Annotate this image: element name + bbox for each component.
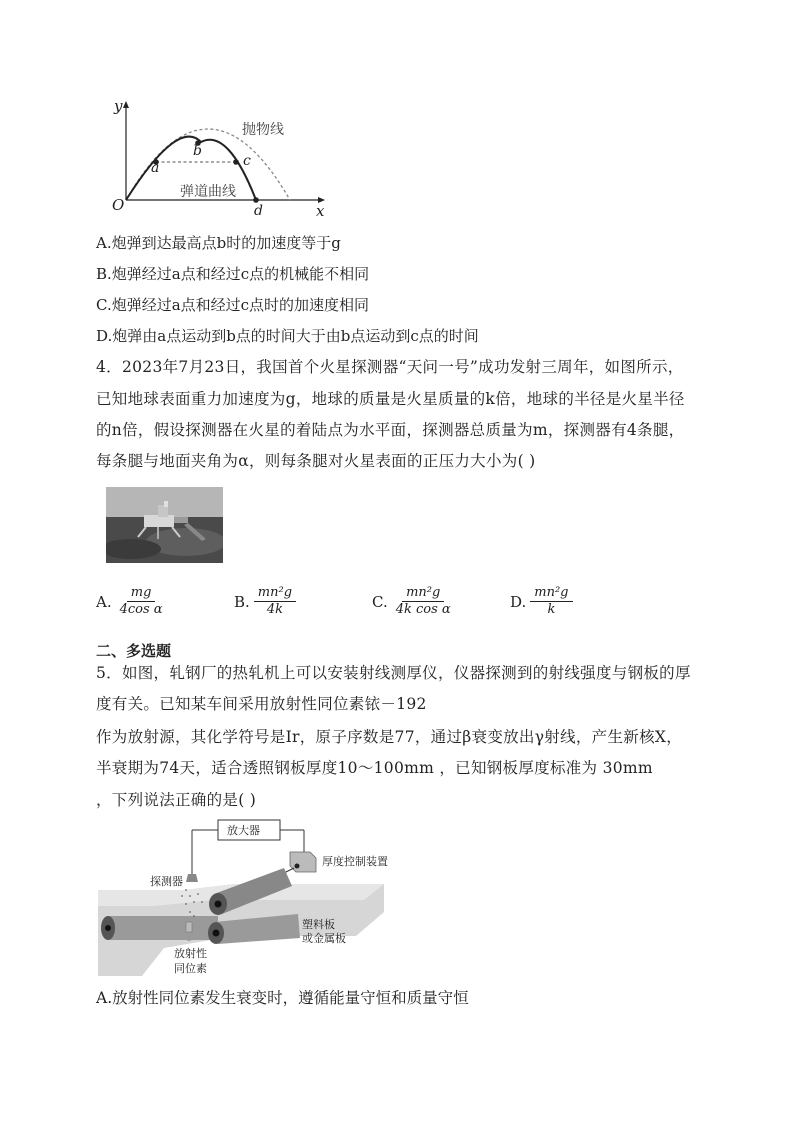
q5-option-a: A.放射性同位素发生衰变时，遵循能量守恒和质量守恒 [96,989,469,1007]
trajectory-figure [108,98,338,224]
plate-label-line1: 塑料板 [302,918,335,931]
q4-option-b-fraction [254,585,296,618]
q4-option-b [234,585,296,618]
point-a-label: a [151,160,160,176]
section-header-multiple-choice: 二、多选题 [96,642,172,660]
q5-text-line1: 5．如图，轧钢厂的热轧机上可以安装射线测厚仪，仪器探测到的射线强度与钢板的厚 [96,664,691,682]
source-label-line2: 同位素 [174,962,207,975]
point-b-label: b [193,143,202,159]
q3-option-a: A.炮弹到达最高点b时的加速度等于g [96,234,341,252]
q4-option-d-fraction [530,585,572,618]
rolling-mill-figure [94,816,404,982]
q4-option-a-numerator: mg [127,585,156,602]
y-axis-label: y [114,97,123,115]
ballistic-label: 弹道曲线 [180,184,236,200]
parabola-label: 抛物线 [242,122,284,138]
q3-option-c: C.炮弹经过a点和经过c点时的加速度相同 [96,296,370,314]
q4-option-c-letter: C. [372,592,388,611]
q4-text-line2: 已知地球表面重力加速度为g，地球的质量是火星质量的k倍，地球的半径是火星半径 [96,390,685,408]
point-c-label: c [243,153,251,169]
q5-text-line2: 度有关。已知某车间采用放射性同位素铱－192 [96,695,427,713]
detector-label: 探测器 [150,875,183,888]
x-axis-label: x [316,202,325,220]
q4-option-c [372,585,455,618]
q4-text-line4: 每条腿与地面夹角为α，则每条腿对火星表面的正压力大小为( ) [96,452,536,470]
point-d-label: d [254,203,263,219]
q4-option-c-numerator: mn²g [402,585,444,602]
q4-option-b-numerator: mn²g [254,585,296,602]
q5-text-line3: 作为放射源，其化学符号是Ir，原子序数是77，通过β衰变放出γ射线，产生新核X， [96,728,683,746]
q4-option-d-denominator: k [547,602,556,617]
q4-option-d-numerator: mn²g [530,585,572,602]
q4-text-line1: 4．2023年7月23日，我国首个火星探测器“天问一号”成功发射三周年，如图所示， [96,358,684,376]
q4-option-b-denominator: 4k [266,602,283,617]
q5-text-line4: 半衰期为74天，适合透照钢板厚度10～100mm ，已知钢板厚度标准为 30mm [96,759,653,777]
q4-option-a [96,585,167,618]
q4-option-c-denominator: 4k cos α [395,602,451,617]
origin-label: O [112,196,125,214]
source-label-line1: 放射性 [174,947,207,960]
q4-option-b-letter: B. [234,592,250,611]
plate-label-line2: 或金属板 [302,932,346,945]
mars-lander-photo [106,487,223,563]
thickness-control-label: 厚度控制装置 [322,855,388,868]
q4-option-a-denominator: 4cos α [119,602,163,617]
q4-option-c-fraction [392,585,455,618]
q4-option-d-letter: D. [510,592,527,611]
q4-text-line3: 的n倍，假设探测器在火星的着陆点为水平面，探测器总质量为m，探测器有4条腿， [96,421,685,439]
q4-option-a-fraction [116,585,167,618]
q4-option-a-letter: A. [96,592,112,611]
amplifier-label: 放大器 [227,824,260,837]
q3-option-d: D.炮弹由a点运动到b点的时间大于由b点运动到c点的时间 [96,327,479,345]
q5-text-line5: ，下列说法正确的是( ) [96,791,257,809]
q3-option-b: B.炮弹经过a点和经过c点的机械能不相同 [96,265,370,283]
q4-option-d [510,585,573,618]
